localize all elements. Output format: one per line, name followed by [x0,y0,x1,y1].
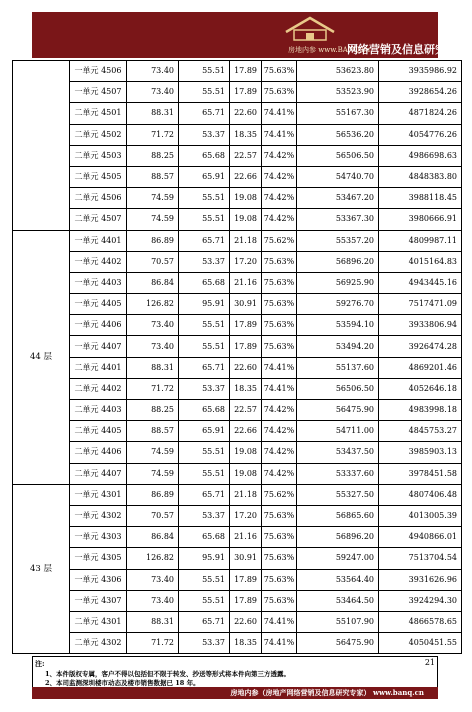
total-cell: 3924294.30 [379,590,462,611]
area-cell: 73.40 [127,590,179,611]
ratio-cell: 75.63% [262,505,297,526]
unit-cell: 二单元 4501 [70,103,127,124]
shared-area-cell: 19.08 [230,209,262,230]
price-cell: 53437.50 [297,442,379,463]
table-row [13,378,462,399]
ratio-cell: 74.41% [262,378,297,399]
sales-table [12,60,462,654]
price-cell: 56475.90 [297,400,379,421]
unit-cell: 一单元 4401 [70,230,127,251]
shared-area-cell: 17.20 [230,505,262,526]
area-cell: 74.59 [127,442,179,463]
shared-area-cell: 21.18 [230,230,262,251]
unit-cell: 二单元 4502 [70,124,127,145]
unit-cell: 一单元 4405 [70,294,127,315]
price-cell: 53623.80 [297,61,379,82]
slogan: 网络营销及信息研究专家 [347,43,468,56]
area-cell: 88.25 [127,145,179,166]
total-cell: 4866578.65 [379,611,462,632]
area-cell: 88.57 [127,166,179,187]
ratio-cell: 75.63% [262,336,297,357]
shared-area-cell: 18.35 [230,124,262,145]
ratio-cell: 74.42% [262,442,297,463]
shared-area-cell: 30.91 [230,294,262,315]
inner-area-cell: 55.51 [179,209,230,230]
shared-area-cell: 22.60 [230,103,262,124]
ratio-cell: 74.41% [262,633,297,654]
unit-cell: 二单元 4503 [70,145,127,166]
ratio-cell: 75.62% [262,484,297,505]
area-cell: 88.31 [127,103,179,124]
price-cell: 56896.20 [297,251,379,272]
table-row [13,633,462,654]
table-row [13,124,462,145]
unit-cell: 二单元 4505 [70,166,127,187]
inner-area-cell: 65.68 [179,272,230,293]
table-row [13,611,462,632]
area-cell: 74.59 [127,463,179,484]
shared-area-cell: 22.60 [230,611,262,632]
table-row [13,357,462,378]
total-cell: 4013005.39 [379,505,462,526]
area-cell: 71.72 [127,633,179,654]
inner-area-cell: 53.37 [179,633,230,654]
inner-area-cell: 65.68 [179,527,230,548]
floor-label [13,61,70,231]
table-row [13,188,462,209]
unit-cell: 一单元 4307 [70,590,127,611]
area-cell: 86.84 [127,272,179,293]
unit-cell: 二单元 4507 [70,209,127,230]
inner-area-cell: 65.71 [179,230,230,251]
inner-area-cell: 65.68 [179,400,230,421]
ratio-cell: 74.42% [262,188,297,209]
area-cell: 73.40 [127,569,179,590]
ratio-cell: 75.63% [262,527,297,548]
total-cell: 3978451.58 [379,463,462,484]
shared-area-cell: 22.66 [230,166,262,187]
unit-cell: 二单元 4401 [70,357,127,378]
total-cell: 4943445.16 [379,272,462,293]
total-cell: 3980666.91 [379,209,462,230]
total-cell: 4050451.55 [379,633,462,654]
ratio-cell: 74.41% [262,103,297,124]
ratio-cell: 75.63% [262,590,297,611]
shared-area-cell: 17.89 [230,315,262,336]
unit-cell: 一单元 4507 [70,82,127,103]
table-row [13,230,462,251]
ratio-cell: 74.42% [262,145,297,166]
unit-cell: 二单元 4506 [70,188,127,209]
price-cell: 59276.70 [297,294,379,315]
total-cell: 3988118.45 [379,188,462,209]
note-label: 注: [35,659,45,668]
ratio-cell: 74.42% [262,400,297,421]
shared-area-cell: 22.60 [230,357,262,378]
table-row [13,82,462,103]
price-cell: 56475.90 [297,633,379,654]
table-row [13,103,462,124]
unit-cell: 二单元 4407 [70,463,127,484]
ratio-cell: 75.63% [262,569,297,590]
inner-area-cell: 65.71 [179,484,230,505]
total-cell: 3933806.94 [379,315,462,336]
unit-cell: 一单元 4402 [70,251,127,272]
table-row [13,209,462,230]
inner-area-cell: 53.37 [179,124,230,145]
area-cell: 74.59 [127,209,179,230]
area-cell: 88.57 [127,421,179,442]
price-cell: 54711.00 [297,421,379,442]
ratio-cell: 75.63% [262,294,297,315]
price-cell: 55137.60 [297,357,379,378]
inner-area-cell: 55.51 [179,463,230,484]
unit-cell: 一单元 4301 [70,484,127,505]
inner-area-cell: 95.91 [179,294,230,315]
table-row [13,315,462,336]
shared-area-cell: 17.20 [230,251,262,272]
inner-area-cell: 55.51 [179,315,230,336]
ratio-cell: 74.42% [262,166,297,187]
floor-label: 44 层 [13,230,70,484]
table-row [13,590,462,611]
area-cell: 86.89 [127,230,179,251]
shared-area-cell: 17.89 [230,569,262,590]
price-cell: 53337.60 [297,463,379,484]
table-row [13,166,462,187]
table-row [13,569,462,590]
inner-area-cell: 95.91 [179,548,230,569]
inner-area-cell: 55.51 [179,61,230,82]
ratio-cell: 75.63% [262,251,297,272]
price-cell: 55107.90 [297,611,379,632]
shared-area-cell: 19.08 [230,188,262,209]
shared-area-cell: 22.66 [230,421,262,442]
table-row [13,61,462,82]
shared-area-cell: 17.89 [230,590,262,611]
house-logo-icon [280,16,340,42]
table-row [13,527,462,548]
area-cell: 74.59 [127,188,179,209]
shared-area-cell: 17.89 [230,336,262,357]
unit-cell: 一单元 4506 [70,61,127,82]
inner-area-cell: 65.91 [179,421,230,442]
area-cell: 88.25 [127,400,179,421]
total-cell: 4807406.48 [379,484,462,505]
unit-cell: 一单元 4403 [70,272,127,293]
total-cell: 4052646.18 [379,378,462,399]
unit-cell: 二单元 4405 [70,421,127,442]
floor-label: 43 层 [13,484,70,654]
table-row [13,145,462,166]
inner-area-cell: 53.37 [179,251,230,272]
ratio-cell: 74.41% [262,357,297,378]
area-cell: 126.82 [127,548,179,569]
price-cell: 56536.20 [297,124,379,145]
ratio-cell: 75.63% [262,82,297,103]
price-cell: 55357.20 [297,230,379,251]
area-cell: 71.72 [127,124,179,145]
shared-area-cell: 18.35 [230,633,262,654]
total-cell: 4845753.27 [379,421,462,442]
ratio-cell: 75.63% [262,272,297,293]
total-cell: 3931626.96 [379,569,462,590]
ratio-cell: 75.63% [262,315,297,336]
price-cell: 56506.50 [297,145,379,166]
total-cell: 4983998.18 [379,400,462,421]
area-cell: 86.84 [127,527,179,548]
area-cell: 88.31 [127,611,179,632]
shared-area-cell: 19.08 [230,463,262,484]
table-row [13,400,462,421]
table-row [13,548,462,569]
total-cell: 3935986.92 [379,61,462,82]
price-cell: 56925.90 [297,272,379,293]
shared-area-cell: 22.57 [230,145,262,166]
shared-area-cell: 17.89 [230,61,262,82]
unit-cell: 二单元 4402 [70,378,127,399]
inner-area-cell: 53.37 [179,505,230,526]
unit-cell: 一单元 4406 [70,315,127,336]
unit-cell: 一单元 4306 [70,569,127,590]
total-cell: 4940866.01 [379,527,462,548]
price-cell: 53467.20 [297,188,379,209]
ratio-cell: 74.42% [262,421,297,442]
table-row [13,484,462,505]
area-cell: 126.82 [127,294,179,315]
unit-cell: 一单元 4305 [70,548,127,569]
unit-cell: 二单元 4406 [70,442,127,463]
area-cell: 88.31 [127,357,179,378]
unit-cell: 一单元 4302 [70,505,127,526]
table-row [13,272,462,293]
area-cell: 86.89 [127,484,179,505]
total-cell: 7513704.54 [379,548,462,569]
unit-cell: 二单元 4301 [70,611,127,632]
area-cell: 70.57 [127,251,179,272]
ratio-cell: 74.42% [262,209,297,230]
total-cell: 4809987.11 [379,230,462,251]
total-cell: 7517471.09 [379,294,462,315]
price-cell: 55327.50 [297,484,379,505]
price-cell: 53367.30 [297,209,379,230]
shared-area-cell: 21.18 [230,484,262,505]
area-cell: 73.40 [127,82,179,103]
price-cell: 53564.40 [297,569,379,590]
ratio-cell: 75.63% [262,61,297,82]
total-cell: 4986698.63 [379,145,462,166]
ratio-cell: 75.63% [262,548,297,569]
inner-area-cell: 53.37 [179,378,230,399]
inner-area-cell: 55.51 [179,82,230,103]
price-cell: 54740.70 [297,166,379,187]
total-cell: 4054776.26 [379,124,462,145]
ratio-cell: 74.42% [262,463,297,484]
page-number: 21 [424,658,435,667]
total-cell: 3928654.26 [379,82,462,103]
price-cell: 56865.60 [297,505,379,526]
shared-area-cell: 21.16 [230,527,262,548]
total-cell: 3985903.13 [379,442,462,463]
table-body [13,61,462,654]
inner-area-cell: 65.71 [179,103,230,124]
shared-area-cell: 18.35 [230,378,262,399]
unit-cell: 一单元 4407 [70,336,127,357]
shared-area-cell: 17.89 [230,82,262,103]
ratio-cell: 74.41% [262,124,297,145]
total-cell: 4848383.80 [379,166,462,187]
area-cell: 71.72 [127,378,179,399]
table-row [13,294,462,315]
inner-area-cell: 55.51 [179,442,230,463]
table-row [13,251,462,272]
price-cell: 53494.20 [297,336,379,357]
area-cell: 73.40 [127,336,179,357]
shared-area-cell: 22.57 [230,400,262,421]
shared-area-cell: 21.16 [230,272,262,293]
inner-area-cell: 55.51 [179,569,230,590]
footer-bar: 房地内参（房地产网络营销及信息研究专家） www.banq.cn [32,687,438,699]
inner-area-cell: 55.51 [179,188,230,209]
area-cell: 70.57 [127,505,179,526]
monitoring-note: 2、本司监测深圳楼市动态及楼市销售数据已 18 年。 [45,679,200,687]
price-cell: 53594.10 [297,315,379,336]
unit-cell: 二单元 4302 [70,633,127,654]
copyright-note: 1、本件版权专属，客户不得以包括但不限于转发、抄送等形式将本件向第三方透露。 [45,670,291,678]
total-cell: 4871824.26 [379,103,462,124]
table-row [13,442,462,463]
site-name: 房地内参 www.BANQ.cn [288,46,370,54]
inner-area-cell: 65.68 [179,145,230,166]
ratio-cell: 75.62% [262,230,297,251]
price-cell: 53464.50 [297,590,379,611]
inner-area-cell: 55.51 [179,336,230,357]
total-cell: 4869201.46 [379,357,462,378]
area-cell: 73.40 [127,315,179,336]
total-cell: 3926474.28 [379,336,462,357]
table-row [13,463,462,484]
price-cell: 55167.30 [297,103,379,124]
table-row [13,505,462,526]
inner-area-cell: 65.91 [179,166,230,187]
area-cell: 73.40 [127,61,179,82]
shared-area-cell: 30.91 [230,548,262,569]
inner-area-cell: 55.51 [179,590,230,611]
unit-cell: 一单元 4303 [70,527,127,548]
price-cell: 56896.20 [297,527,379,548]
table-row [13,421,462,442]
table-row [13,336,462,357]
inner-area-cell: 65.71 [179,611,230,632]
price-cell: 53523.90 [297,82,379,103]
unit-cell: 二单元 4403 [70,400,127,421]
inner-area-cell: 65.71 [179,357,230,378]
total-cell: 4015164.83 [379,251,462,272]
shared-area-cell: 19.08 [230,442,262,463]
price-cell: 56506.50 [297,378,379,399]
ratio-cell: 74.41% [262,611,297,632]
header-banner [32,12,468,58]
price-cell: 59247.00 [297,548,379,569]
